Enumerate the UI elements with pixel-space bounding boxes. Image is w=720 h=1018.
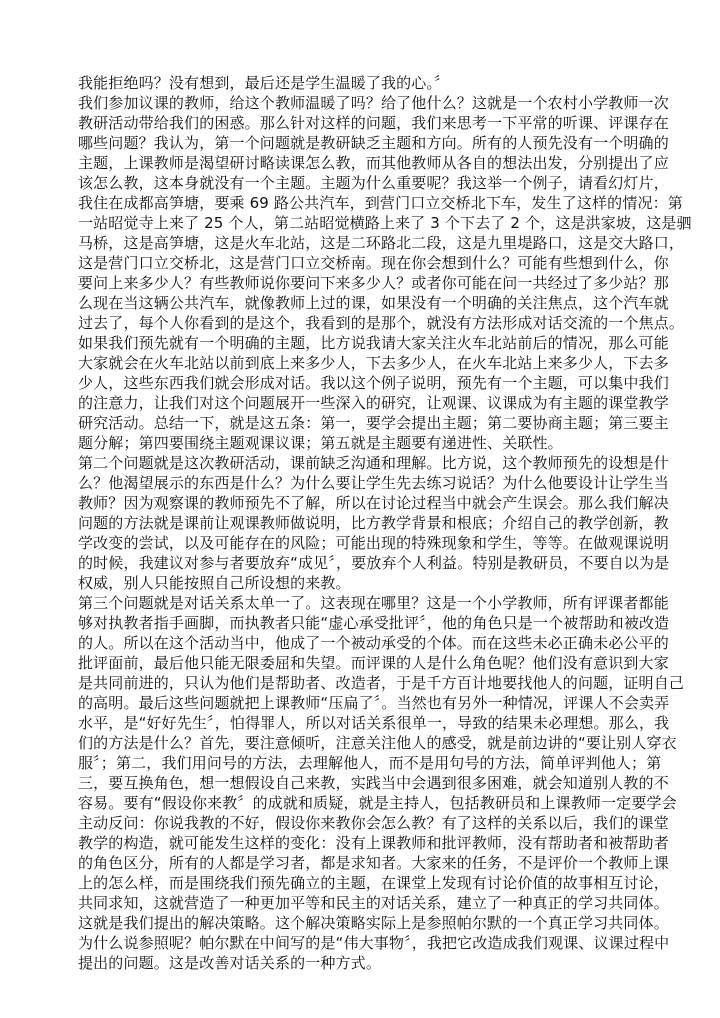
text-line: 哪些问题？我认为，第一个问题就是教研缺乏主题和方向。所有的人预先没有一个明确的 xyxy=(78,134,669,152)
text-line: 如果我们预先就有一个明确的主题，比方说我请大家关注火车北站前后的情况，那么可能 xyxy=(78,334,669,352)
text-line: 教学的构造，就可能发生这样的变化：没有上课教师和批评教师，没有帮助者和被帮助者 xyxy=(78,834,669,852)
text-line: 教研活动带给我们的困惑。那么针对这样的问题，我们来思考一下平常的听课、评课存在 xyxy=(78,114,669,132)
text-line: 主动反问：你说我教的不好，假设你来教你会怎么教？有了这样的关系以后，我们的课堂 xyxy=(78,814,669,832)
text-line: 少人，这些东西我们就会形成对话。我以这个例子说明，预先有一个主题，可以集中我们 xyxy=(78,374,669,392)
text-line: 问题的方法就是课前让观课教师做说明，比方教学背景和根底；介绍自己的教学创新，教 xyxy=(78,514,669,532)
text-line: 教师？因为观察课的教师预先不了解，所以在讨论过程当中就会产生误会。那么我们解决 xyxy=(78,494,669,512)
text-line: 第二个问题就是这次教研活动，课前缺乏沟通和理解。比方说，这个教师预先的设想是什 xyxy=(78,454,669,472)
text-line: 么？他渴望展示的东西是什么？为什么要让学生先去练习说话？为什么他要设计让学生当 xyxy=(78,474,669,492)
text-line: 我能拒绝吗？没有想到，最后还是学生温暖了我的心。〞 xyxy=(78,74,450,92)
text-line: 大家就会在火车北站以前到底上来多少人，下去多少人，在火车北站上来多少人，下去多 xyxy=(78,354,669,372)
text-line: 是共同前进的，只认为他们是帮助者、改造者，于是千方百计地要找他人的问题，证明自己 xyxy=(78,674,685,692)
text-line: 这是营门口立交桥北，这是营门口立交桥南。现在你会想到什么？可能有些想到什么，你 xyxy=(78,254,669,272)
text-line: 要问上来多少人？有些教师说你要问下来多少人？或者你可能在问一共经过了多少站？那 xyxy=(78,274,669,292)
text-line: 们的方法是什么？首先，要注意倾听，注意关注他人的感受，就是前边讲的“要让别人穿衣 xyxy=(78,734,677,752)
text-line: 该怎么教，这本身就没有一个主题。主题为什么重要呢？我这举一个例子，请看幻灯片， xyxy=(78,174,669,192)
text-line: 么现在当这辆公共汽车，就像教师上过的课，如果没有一个明确的关注焦点，这个汽车就 xyxy=(78,294,669,312)
document-body xyxy=(78,73,692,973)
text-line: 我住在成都高笋塘，要乘 69 路公共汽车，到营门口立交桥北下车，发生了这样的情况：第 xyxy=(78,194,683,212)
text-line: 共同求知，这就营造了一种更加平等和民主的对话关系，建立了一种真正的学习共同体。 xyxy=(78,894,669,912)
text-line: 这就是我们提出的解决策略。这个解决策略实际上是参照帕尔默的一个真正学习共同体。 xyxy=(78,914,669,932)
text-line: 主题，上课教师是渴望研讨略读课怎么教，而其他教师从各自的想法出发，分别提出了应 xyxy=(78,154,669,172)
text-line: 的高明。最后这些问题就把上课教师“压扁了〞。当然也有另外一种情况，评课人不会卖弄 xyxy=(78,694,670,712)
text-line: 水平，是“好好先生〞，怕得罪人，所以对话关系很单一，导致的结果未必理想。那么，我 xyxy=(78,714,670,732)
text-line: 的时候，我建议对参与者要放弃“成见〞，要放弃个人利益。特别是教研员，不要自以为是 xyxy=(78,554,670,572)
text-line: 够对执教者指手画脚，而执教者只能“虚心承受批评〞，他的角色只是一个被帮助和被改造 xyxy=(78,614,670,632)
text-line: 研究活动。总结一下，就是这五条：第一，要学会提出主题；第二要协商主题；第三要主 xyxy=(78,414,669,432)
text-line: 我们参加议课的教师，给这个教师温暖了吗？给了他什么？这就是一个农村小学教师一次 xyxy=(78,94,669,112)
text-line: 马桥，这是高笋塘，这是火车北站，这是二环路北二段，这是九里堤路口，这是交大路口， xyxy=(78,234,685,252)
text-line: 第三个问题就是对话关系太单一了。这表现在哪里？这是一个小学教师，所有评课者都能 xyxy=(78,594,669,612)
text-line: 批评面前，最后他只能无限委屈和失望。而评课的人是什么角色呢？他们没有意识到大家 xyxy=(78,654,669,672)
text-line: 三，要互换角色，想一想假设自己来教，实践当中会遇到很多困难，就会知道别人教的不 xyxy=(78,774,669,792)
text-line: 学改变的尝试，以及可能存在的风险；可能出现的特殊现象和学生，等等。在做观课说明 xyxy=(78,534,669,552)
text-line: 服〞；第二，我们用问号的方法，去理解他人，而不是用句号的方法，简单评判他人；第 xyxy=(78,754,662,772)
text-line: 的人。所以在这个活动当中，他成了一个被动承受的个体。而在这些未必正确未必公平的 xyxy=(78,634,669,652)
text-line: 容易。要有“假设你来教〞的成就和质疑，就是主持人，包括教研员和上课教师一定要学会 xyxy=(78,794,677,812)
text-line: 提出的问题。这是改善对话关系的一种方式。 xyxy=(78,954,382,972)
text-line: 为什么说参照呢？帕尔默在中间写的是“伟大事物〞，我把它改造成我们观课、议课过程中 xyxy=(78,934,670,952)
text-line: 的角色区分，所有的人都是学习者，都是求知者。大家来的任务，不是评价一个教师上课 xyxy=(78,854,669,872)
text-line: 权威，别人只能按照自己所设想的来教。 xyxy=(78,574,351,592)
text-line: 过去了，每个人你看到的是这个，我看到的是那个，就没有方法形成对话交流的一个焦点。 xyxy=(78,314,685,332)
text-line: 的注意力，让我们对这个问题展开一些深入的研究，让观课、议课成为有主题的课堂教学 xyxy=(78,394,669,412)
text-line: 题分解；第四要围绕主题观课议课；第五就是主题要有递进性、关联性。 xyxy=(78,434,563,452)
text-line: 一站昭觉寺上来了 25 个人，第二站昭觉横路上来了 3 个下去了 2 个，这是洪家坡，这是驷 xyxy=(78,214,692,232)
text-line: 上的怎么样，而是围绕我们预先确立的主题，在课堂上发现有讨论价值的故事相互讨论， xyxy=(78,874,669,892)
